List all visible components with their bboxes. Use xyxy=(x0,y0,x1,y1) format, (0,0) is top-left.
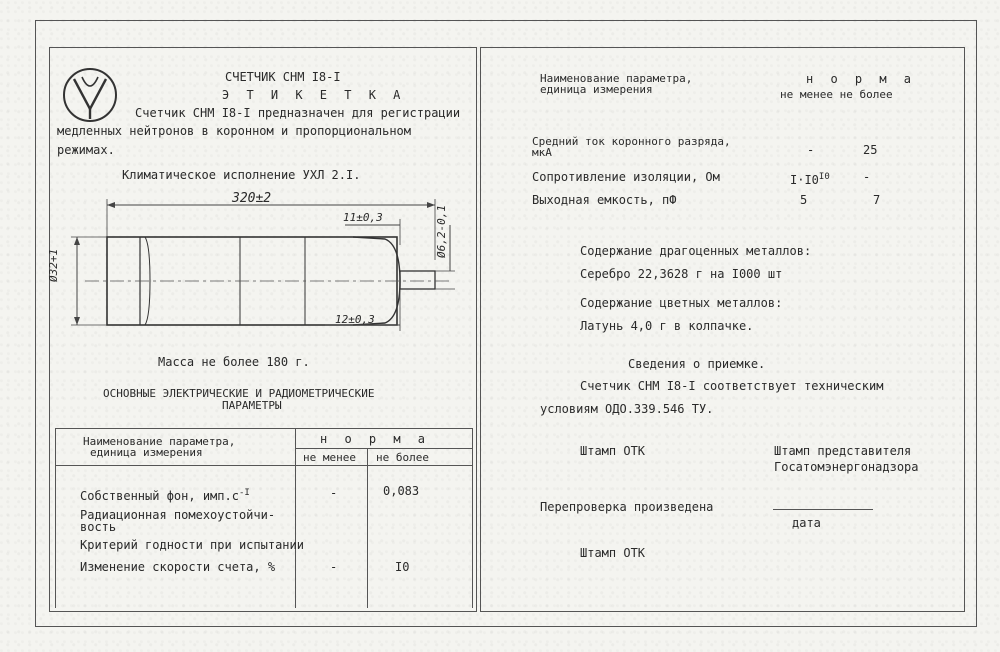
precious-title: Содержание драгоценных металлов: xyxy=(580,244,812,258)
right-param-name: Сопротивление изоляции, Ом xyxy=(532,170,720,184)
stamp-otk-2: Штамп ОТК xyxy=(580,546,646,560)
acceptance-title: Сведения о приемке. xyxy=(628,357,766,371)
dim-cap: 11±0,3 xyxy=(343,211,383,224)
table-row-name: Радиационная помехоустойчи- xyxy=(80,508,276,522)
table-row-name-cont: вость xyxy=(80,520,117,534)
right-head-param-1: Наименование параметра, xyxy=(540,72,693,85)
right-param-max: 7 xyxy=(873,193,881,207)
dim-length: 320±2 xyxy=(232,191,272,206)
right-param-max: 25 xyxy=(863,143,878,157)
stamp-rep-1: Штамп представителя xyxy=(774,444,912,458)
table-row-max: 0,083 xyxy=(383,484,420,498)
manufacturer-logo-icon xyxy=(60,65,120,125)
table-row-name: Изменение скорости счета, % xyxy=(80,560,276,574)
stamp-rep-2: Госатомэнергонадзора xyxy=(774,460,919,474)
date-label: дата xyxy=(792,516,821,530)
table-row-max: I0 xyxy=(395,560,410,574)
doc-subtitle: Э Т И К Е Т К А xyxy=(222,88,406,102)
table-head-param-2: единица измерения xyxy=(90,446,203,459)
nonferrous-title: Содержание цветных металлов: xyxy=(580,296,783,310)
right-head-minmax: не менее не более xyxy=(780,88,893,101)
table-head-max: не более xyxy=(376,451,429,464)
intro-line-3: режимах. xyxy=(57,143,115,157)
right-head-norm: н о р м а xyxy=(806,72,917,86)
stamp-otk: Штамп ОТК xyxy=(580,444,646,458)
precious-value: Серебро 22,3628 г на I000 шт xyxy=(580,267,783,281)
table-row-min: - xyxy=(330,486,338,500)
table-head-param-1: Наименование параметра, xyxy=(83,435,236,448)
section-title-2: ПАРАМЕТРЫ xyxy=(222,399,282,412)
table-subheader-line xyxy=(296,448,472,449)
section-title-1: ОСНОВНЫЕ ЭЛЕКТРИЧЕСКИЕ И РАДИОМЕТРИЧЕСКИЕ xyxy=(103,387,375,400)
right-param-min: $I\cdot I0^{I0}$ xyxy=(790,172,830,187)
acceptance-line-1: Счетчик СНМ I8-I соответствует техническим xyxy=(580,379,884,393)
acceptance-line-2: условиям ОДО.339.546 ТУ. xyxy=(540,402,714,416)
nonferrous-value: Латунь 4,0 г в колпачке. xyxy=(580,319,754,333)
right-param-min: - xyxy=(807,143,815,157)
right-param-name: Выходная емкость, пФ xyxy=(532,193,677,207)
right-param-name-cont: мкА xyxy=(532,146,552,159)
dim-diam-body: Ø32+1 xyxy=(47,248,60,282)
table-col-divider xyxy=(295,428,296,608)
right-param-max: - xyxy=(863,170,871,184)
table-right-border xyxy=(472,428,473,608)
intro-line-2: медленных нейтронов в коронном и пропорциональном xyxy=(57,124,412,138)
table-row-min: - xyxy=(330,560,338,574)
right-param-min: 5 xyxy=(800,193,808,207)
counter-drawing xyxy=(55,185,465,345)
intro-line-1: Счетчик СНМ I8-I предназначен для регистрации xyxy=(135,106,461,120)
doc-title: СЧЕТЧИК СНМ I8-I xyxy=(225,70,341,84)
table-head-norm: н о р м а xyxy=(320,432,431,446)
mass-text: Масса не более 180 г. xyxy=(158,355,310,369)
date-line xyxy=(773,509,873,510)
recheck-text: Перепроверка произведена xyxy=(540,500,714,514)
table-row-name: Критерий годности при испытании xyxy=(80,538,304,552)
right-head-param-2: единица измерения xyxy=(540,83,653,96)
dim-diam-pin: Ø6,2-0,1 xyxy=(435,205,448,258)
climate-text: Климатическое исполнение УХЛ 2.I. xyxy=(122,168,361,182)
table-row-name: Собственный фон, $имп.с^{-I}$ xyxy=(80,488,250,503)
dim-pin: 12±0,3 xyxy=(335,313,375,326)
table-col-divider xyxy=(367,448,368,608)
right-param-name: Средний ток коронного разряда, xyxy=(532,135,731,148)
table-header-line xyxy=(55,465,473,466)
table-head-min: не менее xyxy=(303,451,356,464)
